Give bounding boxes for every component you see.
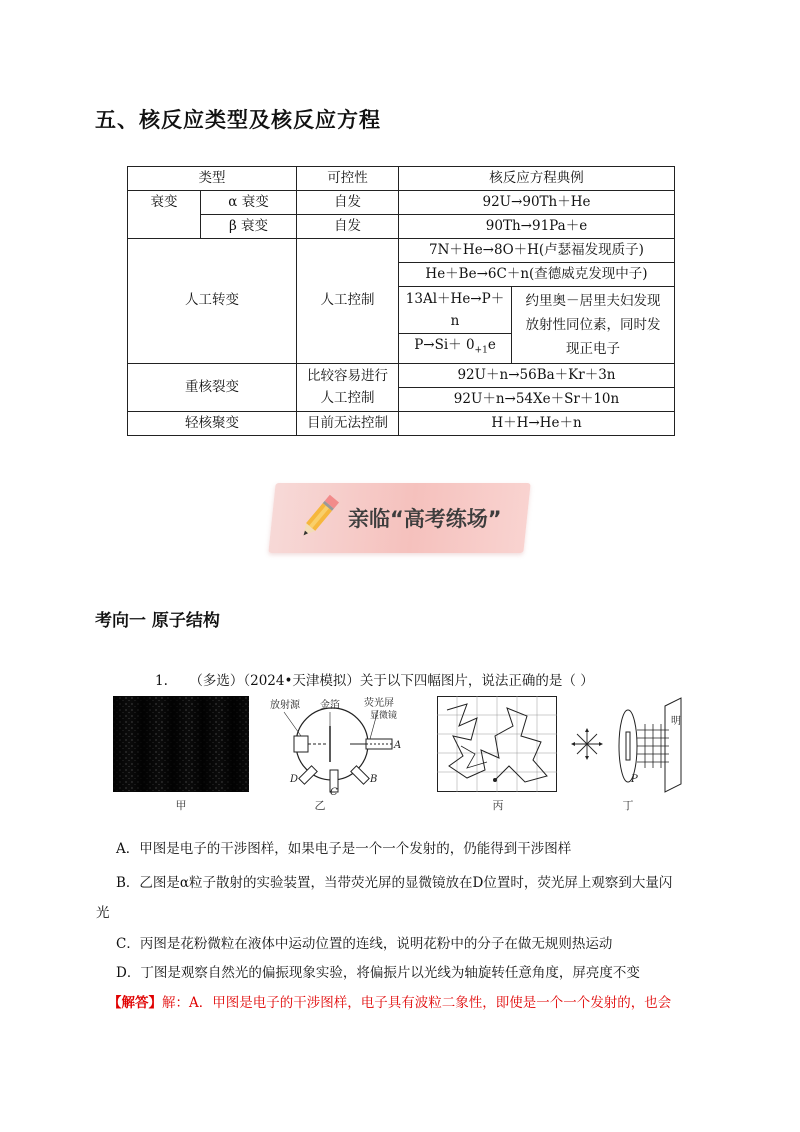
banner-text: 亲临“高考练场” [348, 507, 502, 531]
cell-art-eq1: 7N＋He→8O＋H(卢瑟福发现质子) [399, 239, 675, 263]
cell-fission-eq1: 92U＋n→56Ba＋Kr＋3n [399, 363, 675, 387]
art-eq4-e: e [487, 337, 496, 353]
figure-ding-polarization [565, 696, 695, 796]
label-a: A [394, 740, 402, 751]
option-b-continued: 光 [96, 905, 110, 921]
option-b: B．乙图是α粒子散射的实验装置，当带荧光屏的显微镜放在D位置时，荧光屏上观察到大量闪 [116, 875, 673, 891]
label-bright: 明 [671, 716, 681, 727]
table-row [128, 411, 675, 435]
figure-jia-interference [113, 696, 249, 792]
nuclear-reaction-table [127, 166, 675, 436]
cell-art-eq2: He＋Be→6C＋n(查德威克发现中子) [399, 263, 675, 287]
cell-artificial-ctrl: 人工控制 [297, 239, 399, 364]
cell-beta: β 衰变 [201, 215, 297, 239]
option-d: D．丁图是观察自然光的偏振现象实验，将偏振片以光线为轴旋转任意角度，屏亮度不变 [116, 965, 640, 981]
art-eq3-line2: n [450, 313, 460, 329]
question-text: （多选）（2024•天津模拟）关于以下四幅图片，说法正确的是（ ） [189, 673, 594, 689]
header-control: 可控性 [297, 167, 399, 191]
table-header-row [128, 167, 675, 191]
label-b: B [370, 774, 378, 785]
caption-jia: 甲 [175, 799, 187, 812]
label-c: C [330, 787, 338, 796]
cell-fission-ctrl [297, 363, 399, 411]
option-c: C．丙图是花粉微粒在液体中运动位置的连线，说明花粉中的分子在做无规则热运动 [116, 936, 613, 952]
label-p: P [631, 774, 638, 785]
cell-fission-eq2: 92U＋n→54Xe＋Sr＋10n [399, 387, 675, 411]
cell-fusion: 轻核聚变 [128, 411, 297, 435]
practice-banner [272, 483, 527, 553]
table-row [128, 363, 675, 387]
caption-ding: 丁 [622, 799, 634, 812]
answer-tag: 【解答】 [108, 995, 162, 1011]
cell-beta-ctrl: 自发 [297, 215, 399, 239]
pencil-icon [296, 491, 342, 543]
figure-yi-alpha-scattering [266, 696, 406, 796]
answer-text: 解：A．甲图是电子的干涉图样，电子具有波粒二象性，即使是一个一个发射的，也会 [162, 995, 672, 1011]
option-a: A．甲图是电子的干涉图样，如果电子是一个一个发射的，仍能得到干涉图样 [116, 841, 572, 857]
label-d: D [290, 774, 299, 785]
cell-decay: 衰变 [128, 191, 201, 239]
table-row [128, 215, 675, 239]
fission-ctrl-line1: 比较容易进行 [307, 368, 388, 385]
question-number: 1. [155, 673, 168, 689]
figure-bing-brownian-motion [437, 696, 557, 792]
cell-artificial: 人工转变 [128, 239, 297, 364]
label-foil: 金箔 [320, 700, 340, 711]
cell-fusion-eq: H＋H→He＋n [399, 411, 675, 435]
cell-fusion-ctrl: 目前无法控制 [297, 411, 399, 435]
cell-art-eq3 [399, 287, 512, 334]
cell-beta-eq: 90Th→91Pa＋e [399, 215, 675, 239]
label-source: 放射源 [270, 700, 300, 711]
label-microscope: 显微镜 [370, 711, 398, 721]
art-eq3-line1: 13Al＋He→P＋ [405, 291, 505, 307]
cell-art-eq4 [399, 334, 512, 364]
cell-alpha: α 衰变 [201, 191, 297, 215]
art-note-line1: 约里奥－居里夫妇发现 [525, 292, 661, 309]
cell-art-note [512, 287, 675, 364]
caption-bing: 丙 [492, 799, 504, 812]
table-row [128, 239, 675, 263]
fission-ctrl-line2: 人工控制 [320, 390, 375, 407]
art-eq4-sub: +1 [474, 345, 488, 356]
cell-alpha-eq: 92U→90Th＋He [399, 191, 675, 215]
label-screen: 荧光屏 [364, 698, 394, 709]
caption-yi: 乙 [314, 799, 326, 812]
art-eq4-main: P→Si＋ 0 [414, 337, 475, 353]
art-note-line2: 放射性同位素，同时发 [525, 316, 661, 333]
cell-fission: 重核裂变 [128, 363, 297, 411]
header-example: 核反应方程典例 [399, 167, 675, 191]
cell-alpha-ctrl: 自发 [297, 191, 399, 215]
art-note-line3: 现正电子 [566, 340, 620, 357]
sub-title: 考向一 原子结构 [95, 611, 220, 631]
table-row [128, 191, 675, 215]
answer-line [108, 991, 671, 1011]
header-type: 类型 [128, 167, 297, 191]
question-stem [155, 669, 594, 689]
section-title: 五、核反应类型及核反应方程 [95, 108, 381, 132]
